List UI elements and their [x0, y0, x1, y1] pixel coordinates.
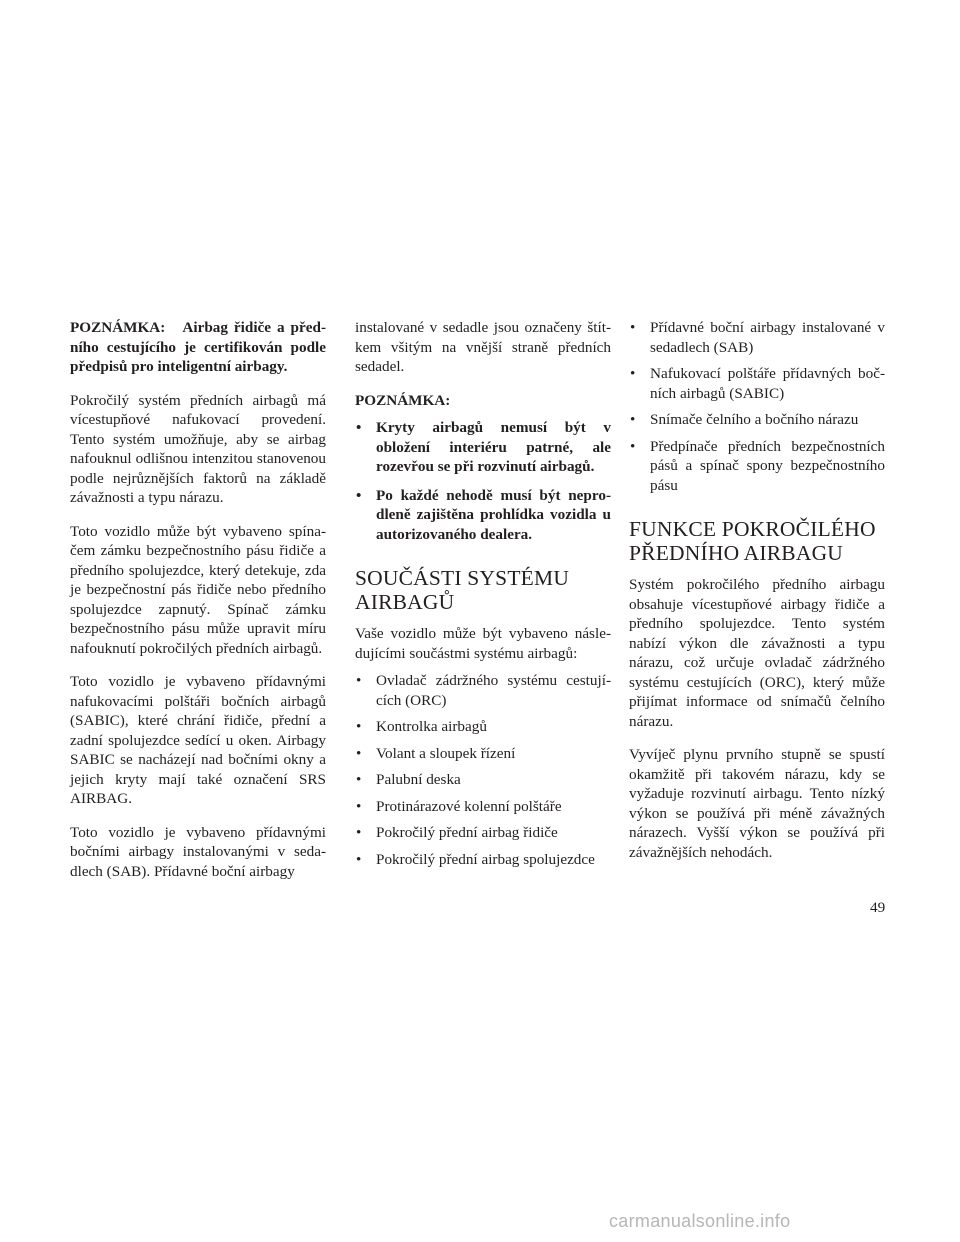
component-list	[355, 671, 611, 869]
page-number: 49	[870, 899, 886, 916]
list-item: • Po každé nehodě musí být neprodleně zajištěna prohlídka vozidla u autorizovaného dealera.	[355, 486, 611, 545]
heading-line: SOUČÁSTI SYSTÉMU	[355, 566, 570, 590]
intro-paragraph: Vaše vozidlo může být vybaveno následujícími součástmi systému airbagů:	[355, 625, 611, 662]
section-heading	[629, 517, 885, 565]
list-item: • Palubní deska	[355, 770, 611, 790]
list-item: • Protinárazové kolenní polštáře	[355, 797, 611, 817]
list-item: • Kontrolka airbagů	[355, 717, 611, 737]
paragraph-continued: instalované v sedadle jsou označeny štítkem všitým na vnější straně předních sedadel.	[355, 319, 611, 375]
column-1	[70, 318, 326, 895]
component-list-continued	[629, 318, 885, 495]
note-label: POZNÁMKA:	[70, 319, 166, 336]
heading-line: PŘEDNÍHO AIRBAGU	[629, 541, 844, 565]
list-item: • Pokročilý přední airbag spolujezdce	[355, 850, 611, 870]
note-paragraph	[70, 318, 326, 377]
heading-line: AIRBAGŮ	[355, 590, 455, 614]
paragraph: Pokročilý systém předních airbagů má vícestupňové nafukovací provedení. Tento systém umožňuje, aby se airbag nafouknul odlišnou intenzitou stanovenou podle nejrůznějších faktorů na základě závažnosti a typu nárazu.	[70, 391, 326, 506]
list-item: • Snímače čelního a bočního nárazu	[629, 410, 885, 430]
paragraph: Toto vozidlo je vybaveno přídavnými bočními airbagy instalovanými v sedadlech (SAB). Přídavné boční airbagy	[70, 823, 326, 880]
note-text: Airbag řidiče a předního cestujícího je certifikován podle předpisů pro inteligentní airbagy.	[70, 319, 326, 375]
paragraph: Toto vozidlo je vybaveno přídavnými nafukovacími polštáři bočních airbagů (SABIC), které chrání řidiče, přední a zadní spolujezdce sedící u oken. Airbagy SABIC se nacházejí nad bočními okny a jejich kryty mají také označení SRS AIRBAG.	[70, 673, 326, 807]
paragraph: Toto vozidlo může být vybaveno spínačem zámku bezpečnostního pásu řidiče a předního spolujezdce, který detekuje, zda je bezpečnostní pás řidiče nebo předního spolujezdce zapnutý. Spínač zámku bezpečnostního pásu může upravit míru nafouknutí pokročilých předních airbagů.	[70, 522, 326, 657]
heading-line: FUNKCE POKROČILÉHO	[629, 517, 876, 541]
section-heading	[355, 566, 611, 614]
list-item: • Ovladač zádržného systému cestujících (ORC)	[355, 671, 611, 710]
list-item: • Nafukovací polštáře přídavných bočních airbagů (SABIC)	[629, 364, 885, 403]
paragraph: Systém pokročilého předního airbagu obsahuje vícestupňové airbagy řidiče a předního spolujezdce. Tento systém nabízí výkon dle závažnosti a typu nárazu, což určuje ovladač zádržného systému cestujících (ORC), který může přijímat informace od snímačů čelního nárazu.	[629, 576, 885, 730]
list-item: • Předpínače předních bezpečnostních pásů a spínač spony bezpečnostního pásu	[629, 437, 885, 496]
note-label: POZNÁMKA:	[355, 391, 451, 409]
list-item: • Přídavné boční airbagy instalované v sedadlech (SAB)	[629, 318, 885, 357]
list-item: • Pokročilý přední airbag řidiče	[355, 823, 611, 843]
column-3	[629, 318, 885, 876]
paragraph: Vyvíječ plynu prvního stupně se spustí okamžitě při takovém nárazu, kdy se vyžaduje rozvinutí airbagu. Tento nízký výkon se používá při méně závažných nárazech. Vyšší výkon se používá při závažnějších nehodách.	[629, 746, 885, 861]
watermark: carmanualsonline.info	[609, 1211, 791, 1231]
list-item: • Kryty airbagů nemusí být v obložení interiéru patrné, ale rozevřou se při rozvinutí airbagů.	[355, 418, 611, 477]
note-list	[355, 418, 611, 544]
list-item: • Volant a sloupek řízení	[355, 744, 611, 764]
column-2	[355, 318, 611, 883]
